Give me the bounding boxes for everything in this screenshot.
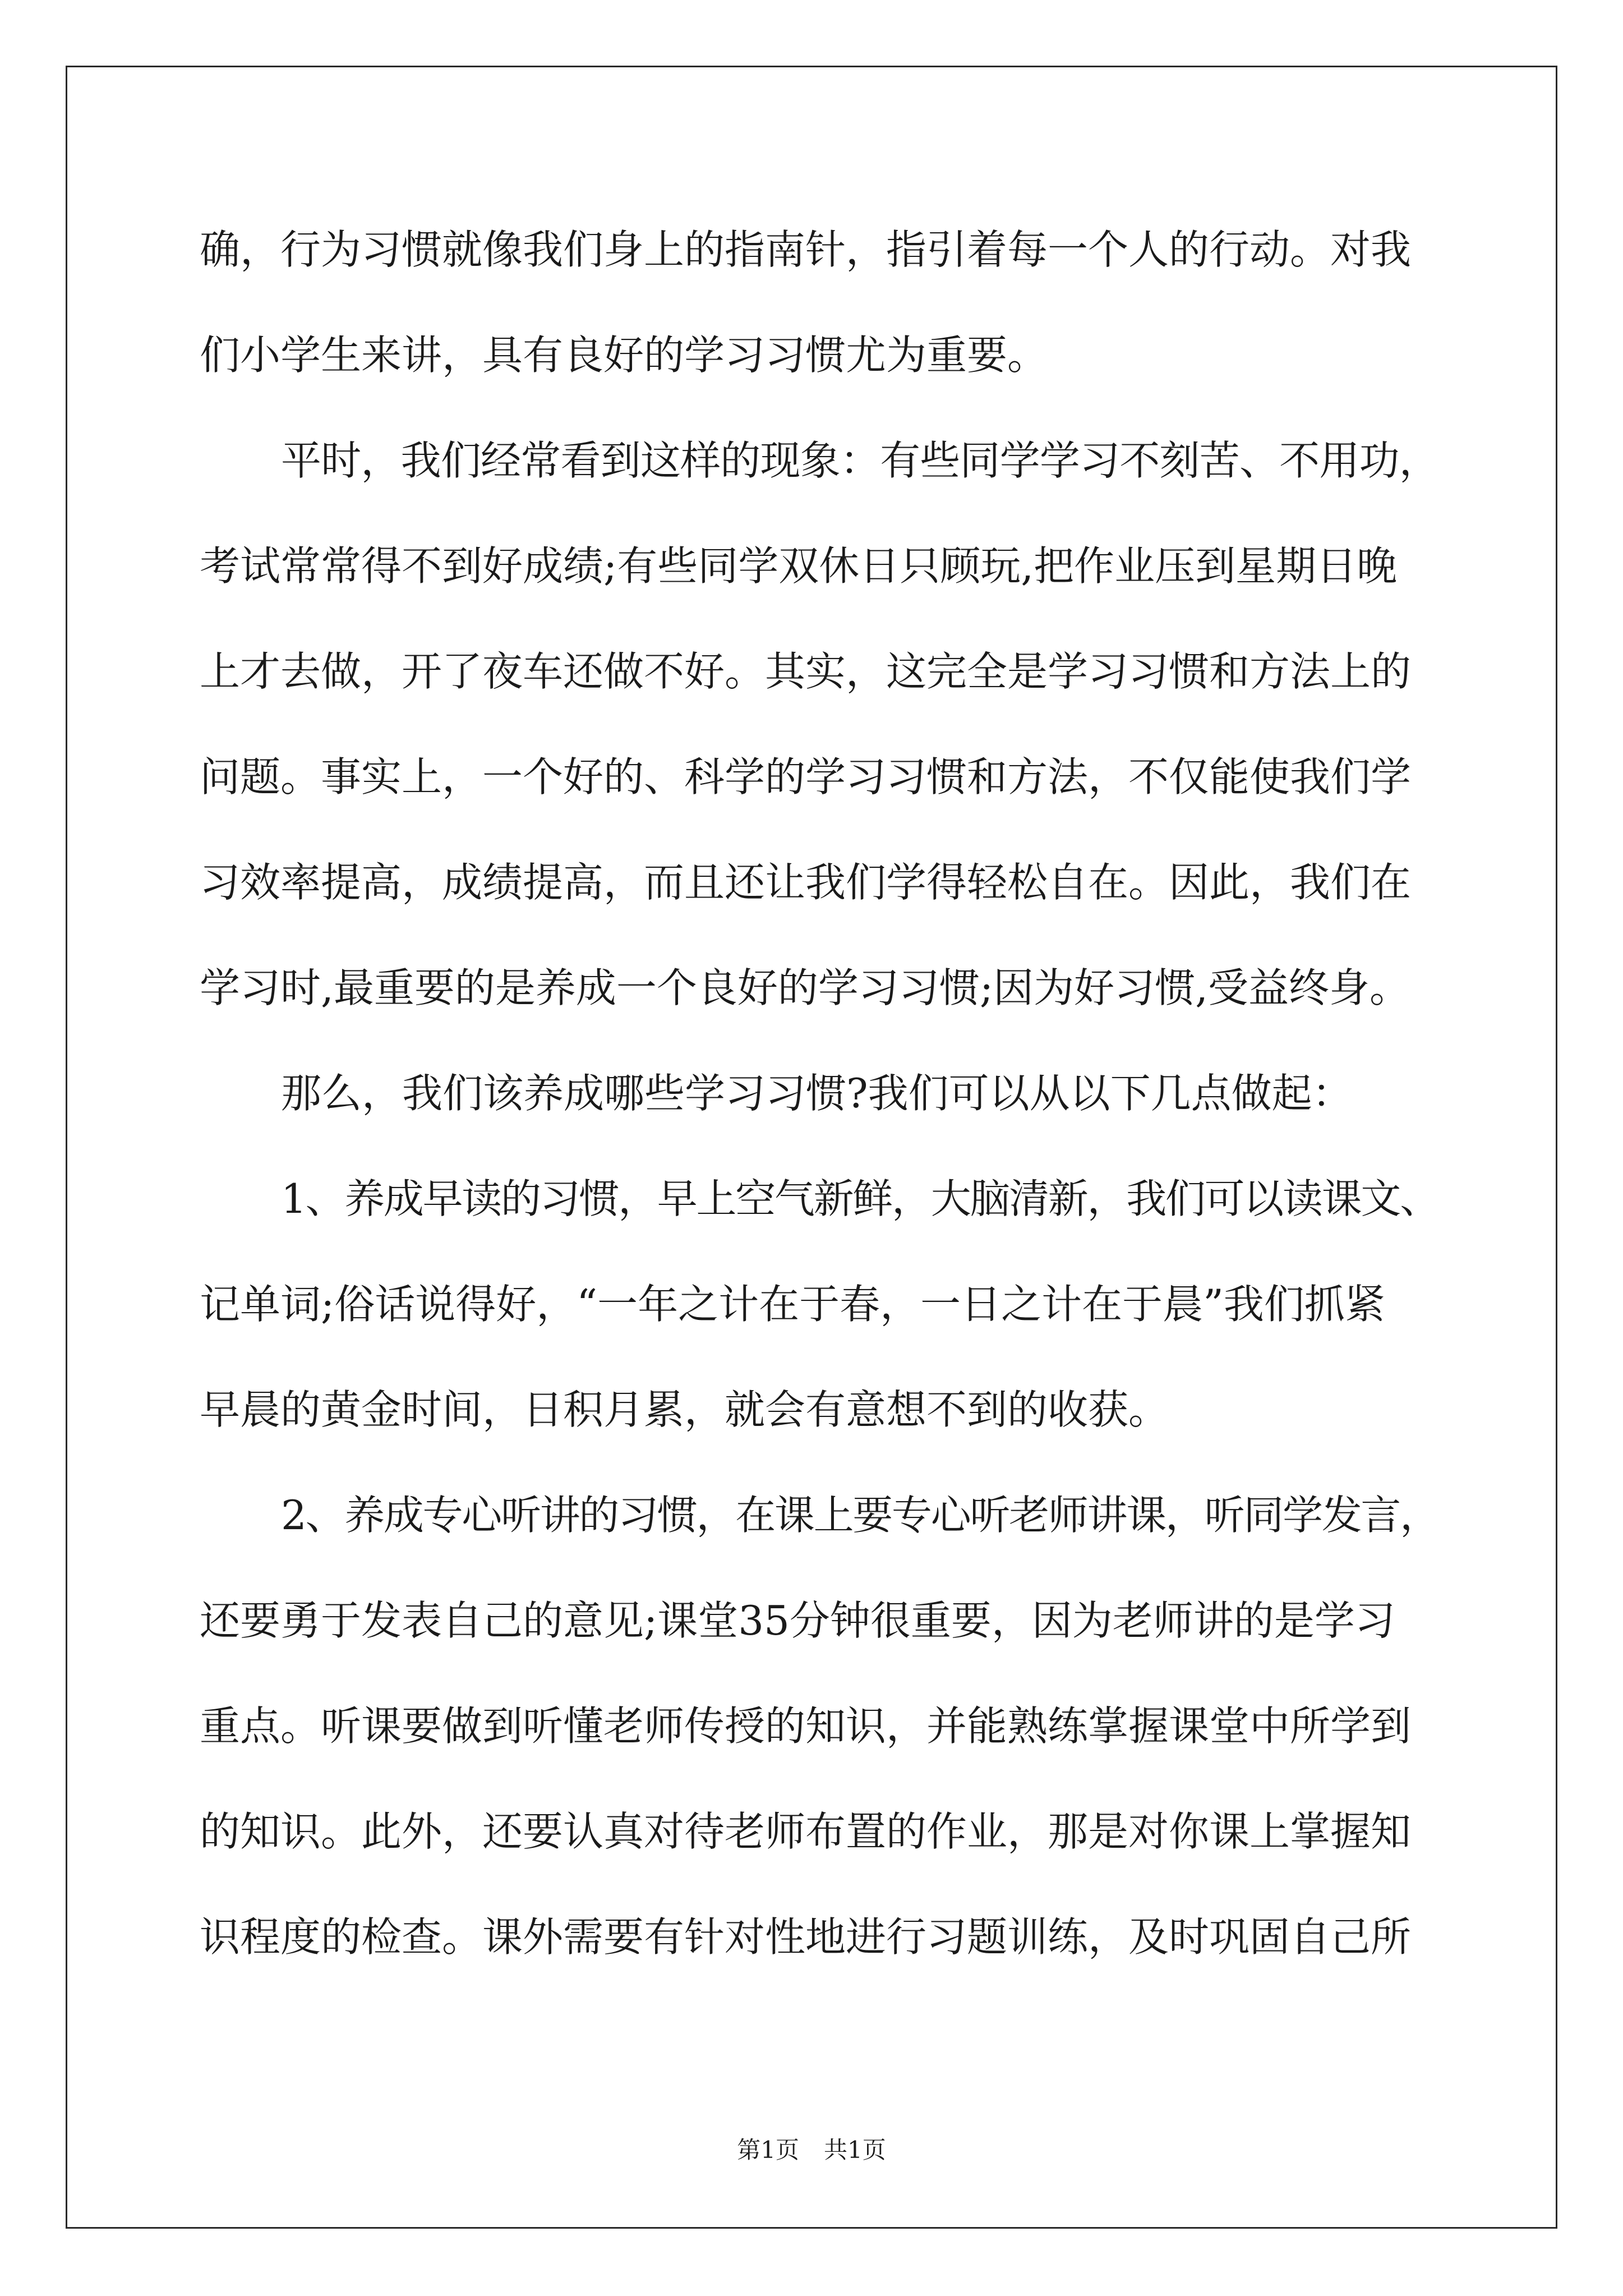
document-body — [200, 219, 1439, 2012]
text-line: 1、养成早读的习惯，早上空气新鲜，大脑清新，我们可以读课文、 — [281, 1175, 1439, 1222]
text-line: 考试常常得不到好成绩;有些同学双休日只顾玩,把作业压到星期日晚 — [200, 542, 1398, 590]
page-number: 第1页 — [737, 2136, 799, 2164]
page-total: 共1页 — [824, 2136, 886, 2164]
text-line: 们小学生来讲，具有良好的学习习惯尤为重要。 — [200, 332, 1048, 379]
text-line: 记单词;俗话说得好，“一年之计在于春，一日之计在于晨”我们抓紧 — [200, 1281, 1385, 1328]
text-line: 学习时,最重要的是养成一个良好的学习习惯;因为好习惯,受益终身。 — [200, 964, 1410, 1011]
text-line: 早晨的黄金时间，日积月累，就会有意想不到的收获。 — [200, 1386, 1169, 1433]
text-line: 识程度的检查。课外需要有针对性地进行习题训练，及时巩固自己所 — [200, 1913, 1412, 1961]
text-line: 确，行为习惯就像我们身上的指南针，指引着每一个人的行动。对我 — [200, 226, 1412, 273]
text-line: 还要勇于发表自己的意见;课堂35分钟很重要，因为老师讲的是学习 — [200, 1597, 1395, 1644]
text-line: 上才去做，开了夜车还做不好。其实，这完全是学习习惯和方法上的 — [200, 648, 1412, 695]
text-line: 那么，我们该养成哪些学习习惯?我们可以从以下几点做起： — [281, 1070, 1353, 1117]
page-footer — [0, 2132, 1623, 2165]
text-line: 问题。事实上，一个好的、科学的学习习惯和方法，不仅能使我们学 — [200, 753, 1412, 800]
text-line: 平时，我们经常看到这样的现象：有些同学学习不刻苦、不用功， — [281, 437, 1440, 484]
text-line: 2、养成专心听讲的习惯，在课上要专心听老师讲课，听同学发言， — [281, 1492, 1439, 1539]
text-line: 习效率提高，成绩提高，而且还让我们学得轻松自在。因此，我们在 — [200, 859, 1412, 906]
text-line: 重点。听课要做到听懂老师传授的知识，并能熟练掌握课堂中所学到 — [200, 1703, 1412, 1750]
text-line: 的知识。此外，还要认真对待老师布置的作业，那是对你课上掌握知 — [200, 1808, 1412, 1855]
